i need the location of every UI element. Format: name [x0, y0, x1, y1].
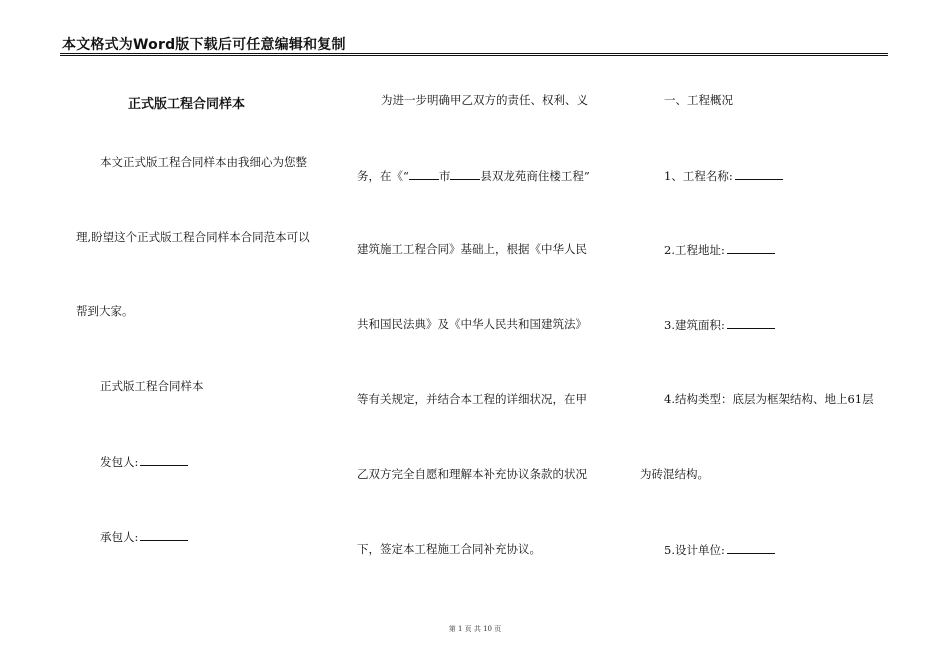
- body-line-4: 共和国民法典》及《中华人民共和国建筑法》: [357, 317, 587, 331]
- building-area-blank: [727, 317, 775, 329]
- intro-line-3: 帮到大家。: [76, 304, 134, 318]
- building-area-label: 3.建筑面积:: [664, 318, 725, 332]
- structure-type-cont: 为砖混结构。: [640, 467, 709, 481]
- body-line-5: 等有关规定，并结合本工程的详细状况，在甲: [357, 392, 587, 406]
- body-line-2-part-b: 市: [438, 169, 451, 183]
- item-3-row: [664, 317, 775, 332]
- section-title: 一、工程概况: [664, 93, 733, 107]
- body-line-2-part-a: 务，在《“: [357, 169, 409, 183]
- county-blank: [450, 168, 480, 180]
- intro-line-2: 理,盼望这个正式版工程合同样本合同范本可以: [76, 230, 310, 244]
- project-name-label: 1、工程名称:: [664, 169, 733, 183]
- header-rule-bottom: [60, 55, 888, 56]
- body-line-2-part-c: 县双龙苑商住楼工程”: [480, 169, 590, 183]
- project-name-blank: [735, 168, 783, 180]
- header-rule-top: [60, 53, 888, 54]
- party-a-row: [100, 454, 188, 469]
- party-a-label: 发包人:: [100, 455, 139, 469]
- item-1-row: [664, 168, 783, 183]
- body-line-3: 建筑施工工程合同》基础上，根据《中华人民: [357, 242, 587, 256]
- project-address-label: 2.工程地址:: [664, 243, 725, 257]
- body-line-7: 下，签定本工程施工合同补充协议。: [357, 542, 541, 556]
- intro-line-1: 本文正式版工程合同样本由我细心为您整: [100, 155, 307, 169]
- document-header: 本文格式为Word版下载后可任意编辑和复制: [62, 37, 346, 53]
- body-line-1: 为进一步明确甲乙双方的责任、权利、义: [381, 93, 588, 107]
- body-line-6: 乙双方完全自愿和理解本补充协议条款的状况: [357, 467, 587, 481]
- item-2-row: [664, 242, 775, 257]
- party-b-blank: [140, 529, 188, 541]
- item-5-row: [664, 542, 775, 557]
- contract-title: 正式版工程合同样本: [128, 97, 246, 112]
- structure-type: 4.结构类型：底层为框架结构、地上61层: [664, 392, 874, 406]
- party-a-blank: [140, 454, 188, 466]
- page-number: 第 1 页 共 10 页: [448, 625, 502, 633]
- party-b-row: [100, 529, 188, 544]
- contract-subtitle: 正式版工程合同样本: [100, 379, 204, 393]
- body-line-2: [357, 168, 590, 183]
- party-b-label: 承包人:: [100, 530, 139, 544]
- design-unit-blank: [727, 542, 775, 554]
- project-address-blank: [727, 242, 775, 254]
- design-unit-label: 5.设计单位:: [664, 543, 725, 557]
- city-blank: [409, 168, 439, 180]
